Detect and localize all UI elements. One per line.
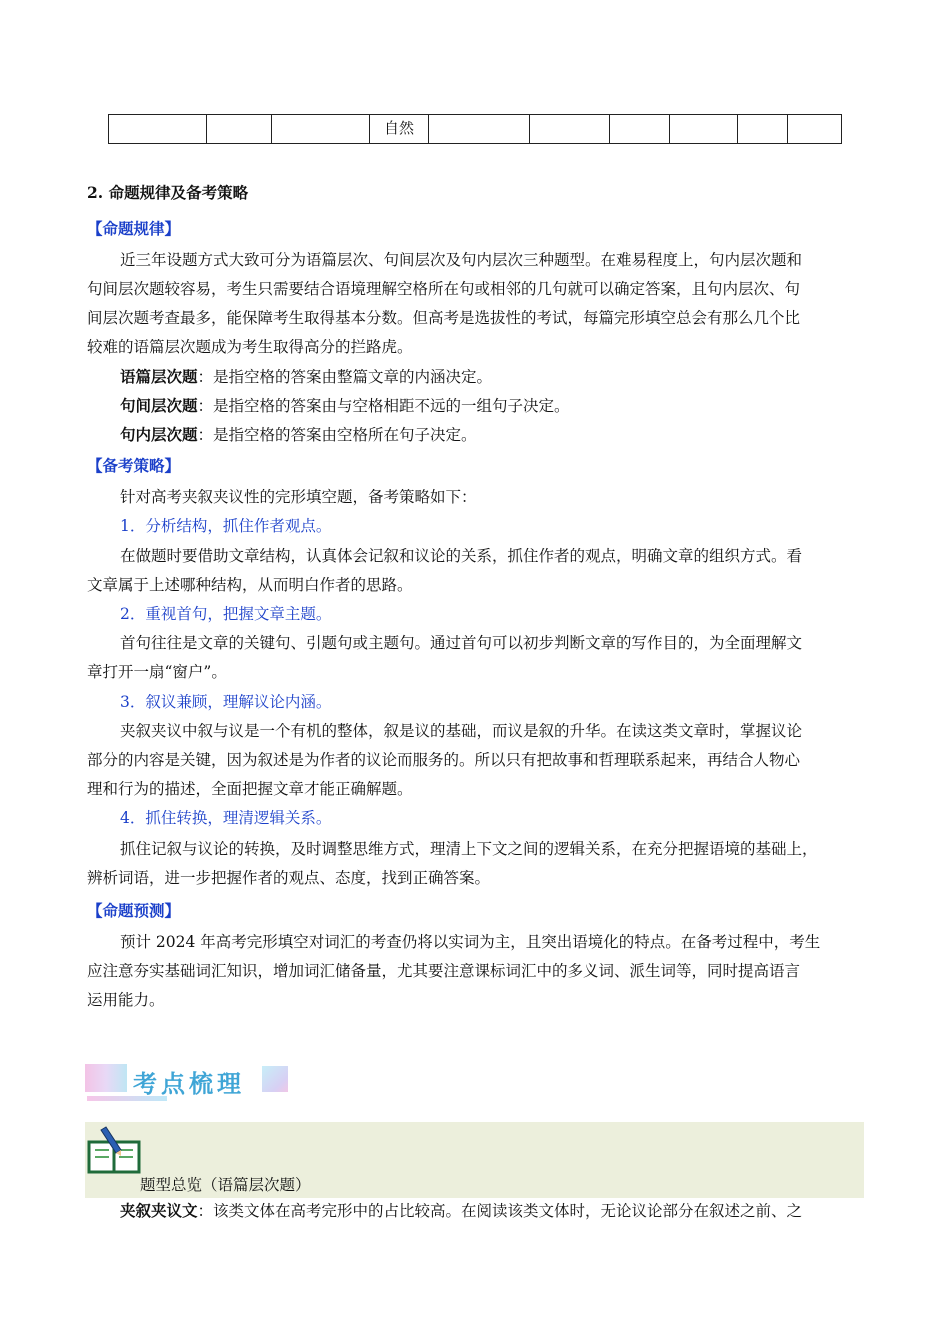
strategy-title: 2．重视首句，把握文章主题。 [120, 605, 332, 623]
paragraph-line: 抓住记叙与议论的转换，及时调整思维方式，理清上下文之间的逻辑关系，在充分把握语境的基础上， [120, 840, 818, 858]
rules-label: 【命题规律】 [87, 219, 181, 238]
definition-line [120, 420, 477, 450]
paragraph-line: 应注意夯实基础词汇知识，增加词汇储备量，尤其要注意课标词汇中的多义词、派生词等，同时提高语言 [87, 962, 801, 980]
table-cell [610, 115, 670, 144]
definition-term: 句间层次题 [120, 396, 198, 415]
paragraph-line: 较难的语篇层次题成为考生取得高分的拦路虎。 [87, 338, 413, 356]
paragraph-line: 预计 2024 年高考完形填空对词汇的考查仍将以实词为主，且突出语境化的特点。在备考过程中，考生 [120, 933, 821, 951]
paragraph-line: 夹叙夹议中叙与议是一个有机的整体，叙是议的基础，而议是叙的升华。在读这类文章时，掌握议论 [120, 722, 803, 740]
definition-desc: ：是指空格的答案由空格所在句子决定。 [197, 426, 477, 444]
paragraph-line: 间层次题考查最多，能保障考生取得基本分数。但高考是选拔性的考试，每篇完形填空总会有那么几个比 [87, 309, 801, 327]
paragraph-line: 文章属于上述哪种结构，从而明白作者的思路。 [87, 576, 413, 594]
table-cell [670, 115, 738, 144]
table-cell: 自然 [370, 115, 429, 144]
forecast-label: 【命题预测】 [87, 901, 181, 920]
paragraph-line: 近三年设题方式大致可分为语篇层次、句间层次及句内层次三种题型。在难易程度上，句内层次题和 [120, 251, 803, 269]
section-heading: 2. 命题规律及备考策略 [87, 183, 249, 202]
strategy-title: 1．分析结构，抓住作者观点。 [120, 517, 332, 535]
definition-line [120, 1196, 802, 1226]
paragraph-line: 句间层次题较容易，考生只需要结合语境理解空格所在句或相邻的几句就可以确定答案，且句内层次、句 [87, 280, 801, 298]
overview-title: 题型总览（语篇层次题） [140, 1176, 311, 1194]
table-cell [272, 115, 370, 144]
definition-term: 夹叙夹议文 [120, 1201, 198, 1220]
paragraph-line: 章打开一扇“窗户”。 [87, 663, 227, 681]
paragraph-line: 理和行为的描述，全面把握文章才能正确解题。 [87, 780, 413, 798]
banner-square-decoration [262, 1066, 288, 1092]
definition-line [120, 362, 492, 392]
answer-table [108, 114, 842, 144]
paragraph-line: 运用能力。 [87, 991, 165, 1009]
paragraph-line: 首句往往是文章的关键句、引题句或主题句。通过首句可以初步判断文章的写作目的，为全面理解文 [120, 634, 803, 652]
paragraph-line: 在做题时要借助文章结构，认真体会记叙和议论的关系，抓住作者的观点，明确文章的组织方式。看 [120, 547, 803, 565]
strategy-label: 【备考策略】 [87, 456, 181, 475]
strategy-intro: 针对高考夹叙夹议性的完形填空题，备考策略如下： [120, 488, 477, 506]
definition-term: 语篇层次题 [120, 367, 198, 386]
table-row [109, 115, 842, 144]
paragraph-line: 部分的内容是关键，因为叙述是为作者的议论而服务的。所以只有把故事和哲理联系起来，再结合人物心 [87, 751, 801, 769]
banner-decoration [85, 1064, 127, 1092]
book-pencil-icon [87, 1126, 143, 1176]
table-cell [530, 115, 610, 144]
definition-line [120, 391, 570, 421]
paragraph-line: 辨析词语，进一步把握作者的观点、态度，找到正确答案。 [87, 869, 491, 887]
strategy-title: 3．叙议兼顾，理解议论内涵。 [120, 693, 332, 711]
table-cell [429, 115, 530, 144]
definition-desc: ：该类文体在高考完形中的占比较高。在阅读该类文体时，无论议论部分在叙述之前、之 [197, 1202, 803, 1220]
strategy-title: 4．抓住转换，理清逻辑关系。 [120, 809, 332, 827]
banner-title: 考点梳理 [133, 1070, 245, 1098]
table-cell [738, 115, 788, 144]
table-cell [109, 115, 207, 144]
table-cell [788, 115, 842, 144]
table-cell [207, 115, 272, 144]
definition-term: 句内层次题 [120, 425, 198, 444]
definition-desc: ：是指空格的答案由整篇文章的内涵决定。 [197, 368, 493, 386]
definition-desc: ：是指空格的答案由与空格相距不远的一组句子决定。 [197, 397, 570, 415]
